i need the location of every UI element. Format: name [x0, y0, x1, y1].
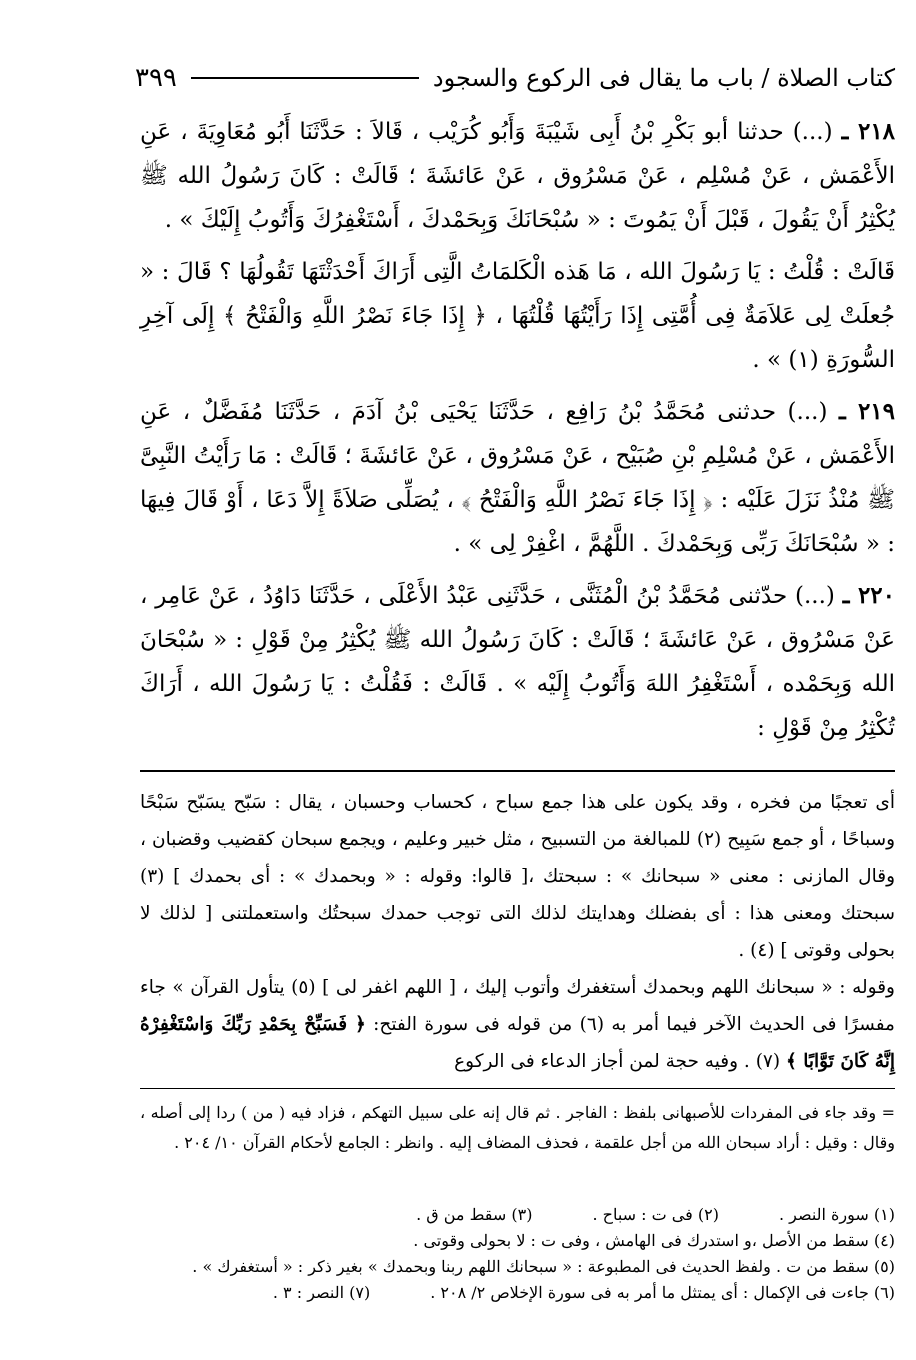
commentary-divider: [140, 770, 895, 772]
header-title: كتاب الصلاة / باب ما يقال فى الركوع والسجود: [432, 64, 895, 92]
commentary-paragraph: أى تعجبًا من فخره ، وقد يكون على هذا جمع سباح ، كحساب وحسبان ، يقال : سَبّح يسَبّح سَبْحًا وسباحًا ، أو جمع سَبِيح (٢) للمبالغة من التسبيح ، مثل خبير وعليم ، ويجمع سبحان كقضيب وقضبان ، وقال المازنى : معنى « سبحانك » : سبحتك ،[ قالوا: وقوله : « وبحمدك » : أى بحمدك ] (٣) سبحتك ومعنى هذا : أى بفضلك وهدايتك لذلك التى توجب حمدك سبحتُك واستعملتنى [ لذلك لا بحولى وقوتى ] (٤) .: [140, 792, 895, 961]
footnote: (١) سورة النصر .: [778, 1205, 895, 1224]
hadith-text: [140, 110, 895, 758]
hadith-body: (...) حدثنى مُحَمَّدُ بْنُ رَافِع ، حَدَّثَنَا يَحْيَى بْنُ آدَمَ ، حَدَّثَنَا مُفَضَّلٌ ، عَنِ الأَعْمَش ، عَنْ مُسْلِمِ بْنِ صُبَيْح ، عَنْ مَسْرُوق ، عَنْ عَائشَةَ ؛ قَالَتْ : مَا رَأَيْتُ النَّبِىَّ ﷺ مُنْذُ نَزَلَ عَلَيْه : ﴿ إِذَا جَاءَ نَصْرُ اللَّهِ وَالْفَتْحُ ﴾ ، يُصَلِّى صَلاَةً إِلاَّ دَعَا ، أَوْ قَالَ فِيهَا : « سُبْحَانَكَ رَبِّى وَبِحَمْدكَ . اللَّهُمَّ ، اغْفِرْ لِى » .: [140, 399, 895, 557]
footnote-row: [160, 1280, 895, 1306]
hadith-number: ٢١٨ ـ: [841, 118, 896, 145]
footnote-row: [160, 1202, 895, 1228]
commentary-paragraph: [140, 969, 895, 1080]
quran-verse: ﴿ فَسَبِّحْ بِحَمْدِ رَبِّكَ وَاسْتَغْفِرْهُ إِنَّهُ كَانَ تَوَّابًا ﴾: [140, 1014, 895, 1072]
running-header: [135, 60, 895, 96]
hadith-220: [140, 574, 895, 750]
commentary-text: وقوله : « سبحانك اللهم وبحمدك أستغفرك وأتوب إليك ، [ اللهم اغفر لى ] (٥) يتأول القرآن » جاء مفسرًا فى الحديث الآخر فيما أمر به (٦) من قوله فى سورة الفتح:: [140, 977, 895, 1035]
commentary-text: (٧) . وفيه حجة لمن أجاز الدعاء فى الركوع: [454, 1051, 781, 1072]
header-rule: [191, 77, 419, 79]
footnote: (٥) سقط من ت . ولفظ الحديث فى المطبوعة : « سبحانك اللهم ربنا وبحمدك » بغير ذكر : « أستغفرك » .: [192, 1257, 895, 1276]
footnotes: [160, 1202, 895, 1306]
hadith-number: ٢٢٠ ـ: [842, 582, 895, 609]
footnote: (٣) سقط من ق .: [416, 1205, 533, 1224]
commentary-section: [140, 784, 895, 1080]
hadith-218: [140, 110, 895, 242]
footnotes-divider: [140, 1088, 895, 1089]
hadith-number: ٢١٩ ـ: [838, 398, 895, 425]
continued-footnote: = وقد جاء فى المفردات للأصبهانى بلفظ : الفاجر . ثم قال إنه على سبيل التهكم ، فزاد فيه ( من ) ردا إلى أصله ، وقال : وقيل : أراد سبحان الله من أجل علقمة ، فحذف المضاف إليه . وانظر : الجامع لأحكام القرآن ١٠/ ٢٠٤ .: [140, 1103, 896, 1152]
hadith-body: (...) حدثنا أبو بَكْرِ بْنُ أَبِى شَيْبَةَ وَأَبُو كُرَيْب ، قَالاَ : حَدَّثَنَا أَبُو مُعَاوِيَةَ ، عَنِ الأَعْمَش ، عَنْ مُسْلِم ، عَنْ مَسْرُوق ، عَنْ عَائشَةَ ؛ قَالَتْ : كَانَ رَسُولُ الله ﷺ يُكْثِرُ أَنْ يَقُولَ ، قَبْلَ أَنْ يَمُوتَ : « سُبْحَانَكَ وَبِحَمْدكَ ، أَسْتَغْفِرُكَ وَأَتُوبُ إِلَيْكَ » .: [140, 119, 895, 233]
footnote: (٢) فى ت : سباح .: [592, 1205, 719, 1224]
page-number: ٣٩٩: [135, 63, 177, 93]
hadith-body: قَالَتْ : قُلْتُ : يَا رَسُولَ الله ، مَا هَذه الْكَلمَاتُ الَّتِى أَرَاكَ أَحْدَثْتَهَا تَقُولُهَا ؟ قَالَ : « جُعلَتْ لِى عَلاَمَةٌ فِى أُمَّتِى إِذَا رَأَيْتُهَا قُلْتُهَا ، ﴿ إِذَا جَاءَ نَصْرُ اللَّهِ وَالْفَتْحُ ﴾ إِلَى آخِرِ السُّورَةِ (١) » .: [140, 259, 895, 373]
hadith-219: [140, 390, 895, 566]
footnote: (٧) النصر : ٣ .: [272, 1283, 371, 1302]
footnote: (٦) جاءت فى الإكمال : أى يمتثل ما أمر به فى سورة الإخلاص ٢/ ٢٠٨ .: [430, 1283, 895, 1302]
hadith-218-continuation: [140, 250, 895, 382]
footnote: (٤) سقط من الأصل ،و استدرك فى الهامش ، وفى ت : لا بحولى وقوتى .: [413, 1231, 895, 1250]
hadith-body: (...) حدّثنى مُحَمَّدُ بْنُ الْمُثَنَّى ، حَدَّثَنِى عَبْدُ الأَعْلَى ، حَدَّثَنَا دَاوُدُ ، عَنْ عَامِر ، عَنْ مَسْرُوق ، عَنْ عَائشَةَ ؛ قَالَتْ : كَانَ رَسُولُ الله ﷺ يُكْثِرُ مِنْ قَوْلِ : « سُبْحَانَ الله وَبِحَمْده ، أَسْتَغْفِرُ اللهَ وَأَتُوبُ إِلَيْه » . قَالَتْ : فَقُلْتُ : يَا رَسُولَ الله ، أَرَاكَ تُكْثِرُ مِنْ قَوْلِ :: [140, 583, 895, 741]
